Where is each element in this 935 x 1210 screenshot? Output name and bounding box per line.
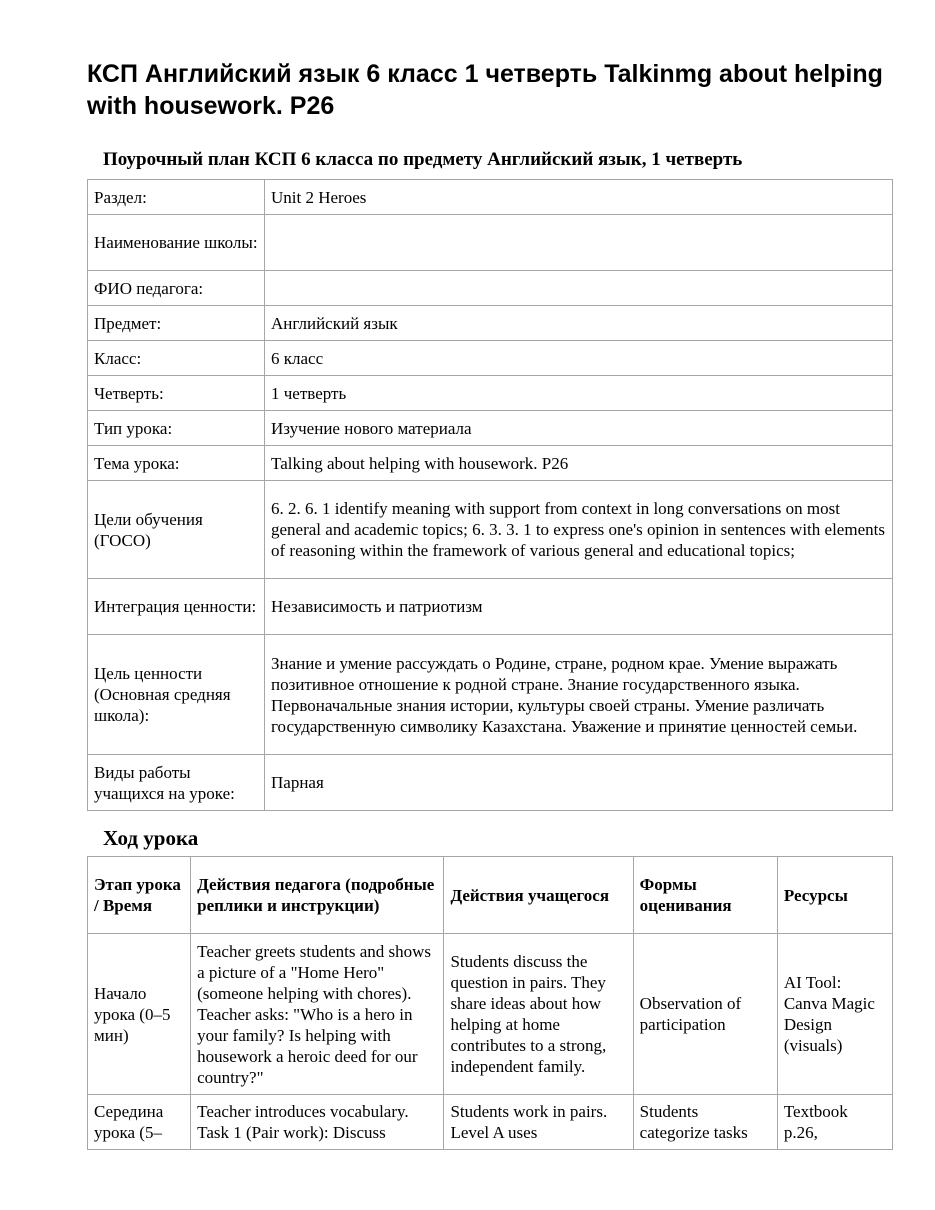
info-row-lesson-type bbox=[88, 411, 893, 446]
info-label: Тема урока: bbox=[88, 446, 265, 481]
column-header-resources: Ресурсы bbox=[777, 857, 892, 934]
info-value: 1 четверть bbox=[265, 376, 893, 411]
info-row-school bbox=[88, 215, 893, 271]
info-value bbox=[265, 271, 893, 306]
page-title: КСП Английский язык 6 класс 1 четверть Talkinmg about helping with housework. P26 bbox=[87, 60, 883, 120]
info-value: Знание и умение рассуждать о Родине, стране, родном крае. Умение выражать позитивное отношение к родной стране. Знание государственного языка. Первоначальные знания истории, культуры своей страны. Умение различать государственную символику Казахстана. Уважение и принятие ценностей семьи. bbox=[265, 635, 893, 755]
column-header-teacher-actions: Действия педагога (подробные реплики и инструкции) bbox=[191, 857, 444, 934]
info-value bbox=[265, 215, 893, 271]
info-label: Тип урока: bbox=[88, 411, 265, 446]
info-value: 6. 2. 6. 1 identify meaning with support from context in long conversations on most general and academic topics; 6. 3. 3. 1 to express one's opinion in sentences with elements of reasoning within the framework of various general and educational topics; bbox=[265, 481, 893, 579]
student-actions-cell: Students work in pairs. Level A uses bbox=[444, 1095, 633, 1150]
info-row-value-goal bbox=[88, 635, 893, 755]
teacher-actions-cell: Teacher greets students and shows a picture of a "Home Hero" (someone helping with chores). Teacher asks: "Who is a hero in your family? Is helping with housework a heroic deed for our country?" bbox=[191, 934, 444, 1095]
resources-cell: AI Tool: Canva Magic Design (visuals) bbox=[777, 934, 892, 1095]
info-row-quarter bbox=[88, 376, 893, 411]
column-header-student-actions: Действия учащегося bbox=[444, 857, 633, 934]
info-value: Изучение нового материала bbox=[265, 411, 893, 446]
info-row-learning-objectives bbox=[88, 481, 893, 579]
stage-cell: Середина урока (5– bbox=[88, 1095, 191, 1150]
resources-cell: Textbook p.26, bbox=[777, 1095, 892, 1150]
info-row-subject bbox=[88, 306, 893, 341]
assessment-cell: Students categorize tasks bbox=[633, 1095, 777, 1150]
info-value: Парная bbox=[265, 755, 893, 811]
info-row-work-type bbox=[88, 755, 893, 811]
info-label: Цель ценности (Основная средняя школа): bbox=[88, 635, 265, 755]
info-row-grade bbox=[88, 341, 893, 376]
info-label: Цели обучения (ГОСО) bbox=[88, 481, 265, 579]
info-value: Unit 2 Heroes bbox=[265, 180, 893, 215]
column-header-stage: Этап урока / Время bbox=[88, 857, 191, 934]
info-label: Предмет: bbox=[88, 306, 265, 341]
info-label: Наименование школы: bbox=[88, 215, 265, 271]
info-label: Класс: bbox=[88, 341, 265, 376]
info-value: Английский язык bbox=[265, 306, 893, 341]
teacher-actions-cell: Teacher introduces vocabulary. Task 1 (Pair work): Discuss bbox=[191, 1095, 444, 1150]
info-value: Независимость и патриотизм bbox=[265, 579, 893, 635]
info-row-topic bbox=[88, 446, 893, 481]
lesson-progress-table bbox=[87, 856, 893, 1150]
table-row bbox=[88, 934, 893, 1095]
table-row bbox=[88, 1095, 893, 1150]
info-label: Раздел: bbox=[88, 180, 265, 215]
info-label: Виды работы учащихся на уроке: bbox=[88, 755, 265, 811]
info-row-value-integration bbox=[88, 579, 893, 635]
lesson-info-table bbox=[87, 179, 893, 811]
info-row-teacher bbox=[88, 271, 893, 306]
info-label: ФИО педагога: bbox=[88, 271, 265, 306]
student-actions-cell: Students discuss the question in pairs. They share ideas about how helping at home contributes to a strong, independent family. bbox=[444, 934, 633, 1095]
lesson-table-header-row bbox=[88, 857, 893, 934]
info-value: Talking about helping with housework. P26 bbox=[265, 446, 893, 481]
info-label: Четверть: bbox=[88, 376, 265, 411]
info-label: Интеграция ценности: bbox=[88, 579, 265, 635]
column-header-assessment: Формы оценивания bbox=[633, 857, 777, 934]
lesson-progress-heading: Ход урока bbox=[103, 826, 199, 850]
assessment-cell: Observation of participation bbox=[633, 934, 777, 1095]
info-row-section bbox=[88, 180, 893, 215]
stage-cell: Начало урока (0–5 мин) bbox=[88, 934, 191, 1095]
info-value: 6 класс bbox=[265, 341, 893, 376]
plan-subtitle: Поурочный план КСП 6 класса по предмету Английский язык, 1 четверть bbox=[103, 149, 743, 170]
